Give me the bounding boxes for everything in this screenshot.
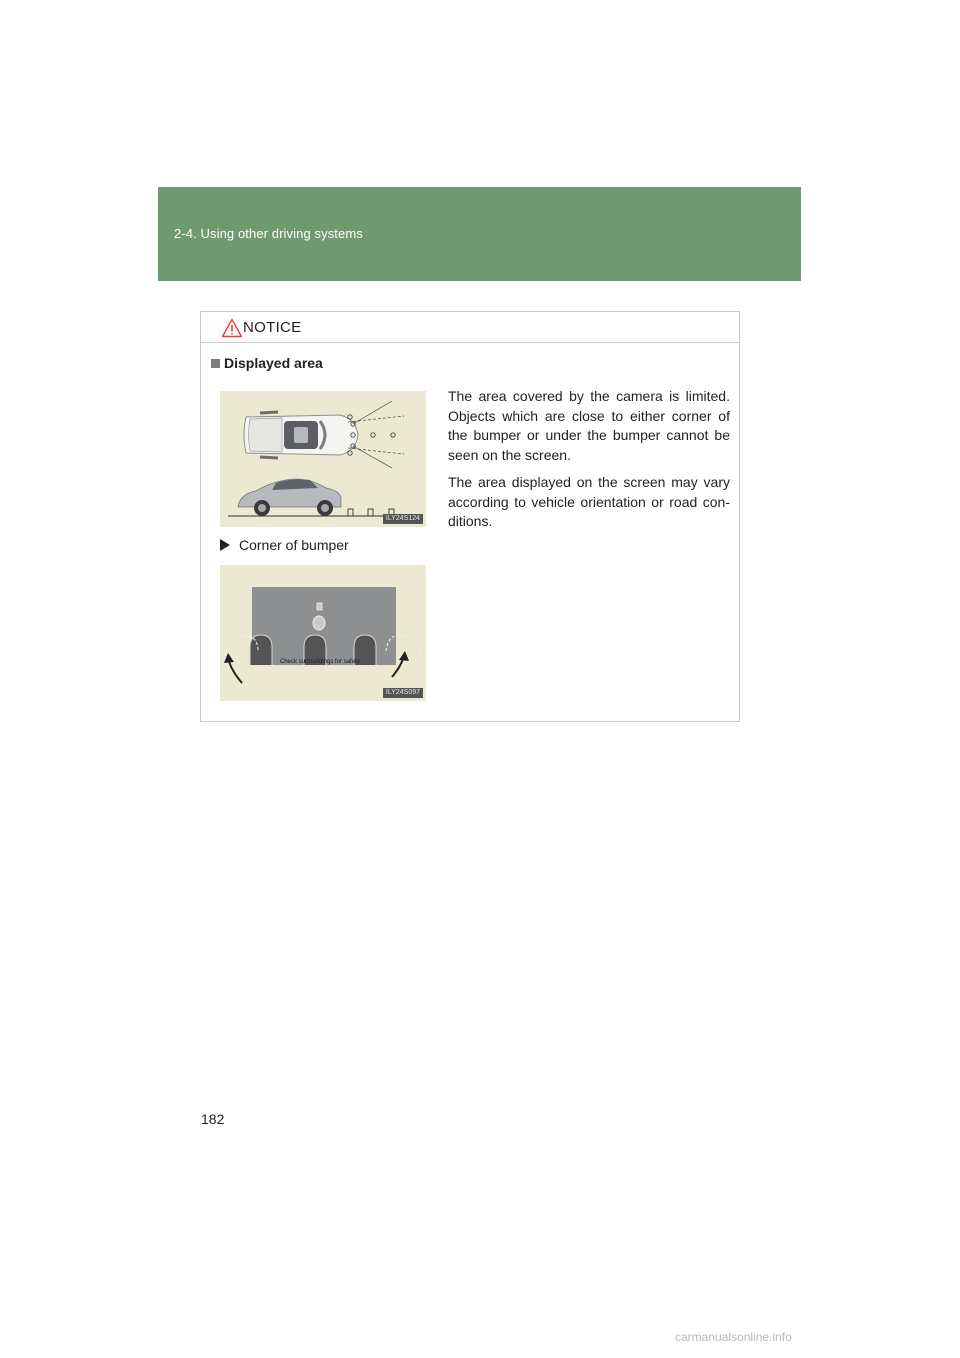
section-heading [211, 355, 323, 371]
paragraph: The area covered by the camera is limited. Objects which are close to either corner of the bumper or under the bumper cannot be seen on the screen. [448, 388, 730, 463]
subheading-text: Corner of bumper [239, 537, 349, 553]
car-camera-coverage-illustration [220, 391, 426, 527]
paragraph: The area displayed on the screen may vary according to vehicle orientation or road con-ditions. [448, 474, 730, 529]
watermark[interactable]: carmanualsonline.info [675, 1330, 792, 1344]
subheading [220, 537, 349, 553]
bumper-corner-figure [220, 565, 426, 701]
triangle-arrow-icon [220, 539, 230, 551]
square-bullet-icon [211, 359, 220, 368]
figure-code: ILY24S097 [383, 688, 423, 698]
notice-box [200, 311, 740, 722]
page-number: 182 [201, 1111, 225, 1127]
notice-title: NOTICE [243, 319, 302, 336]
section-title: 2-4. Using other driving systems [174, 226, 363, 241]
warning-triangle-icon [221, 318, 243, 338]
camera-screen-illustration [220, 565, 426, 701]
camera-area-figure [220, 391, 426, 527]
notice-header [201, 312, 739, 343]
section-heading-text: Displayed area [224, 355, 323, 371]
section-header-band [158, 187, 801, 281]
notice-body-text [448, 387, 730, 540]
figure-code: ILY24S124 [383, 514, 423, 524]
screen-caption: Check surroundings for safety. [280, 659, 361, 665]
